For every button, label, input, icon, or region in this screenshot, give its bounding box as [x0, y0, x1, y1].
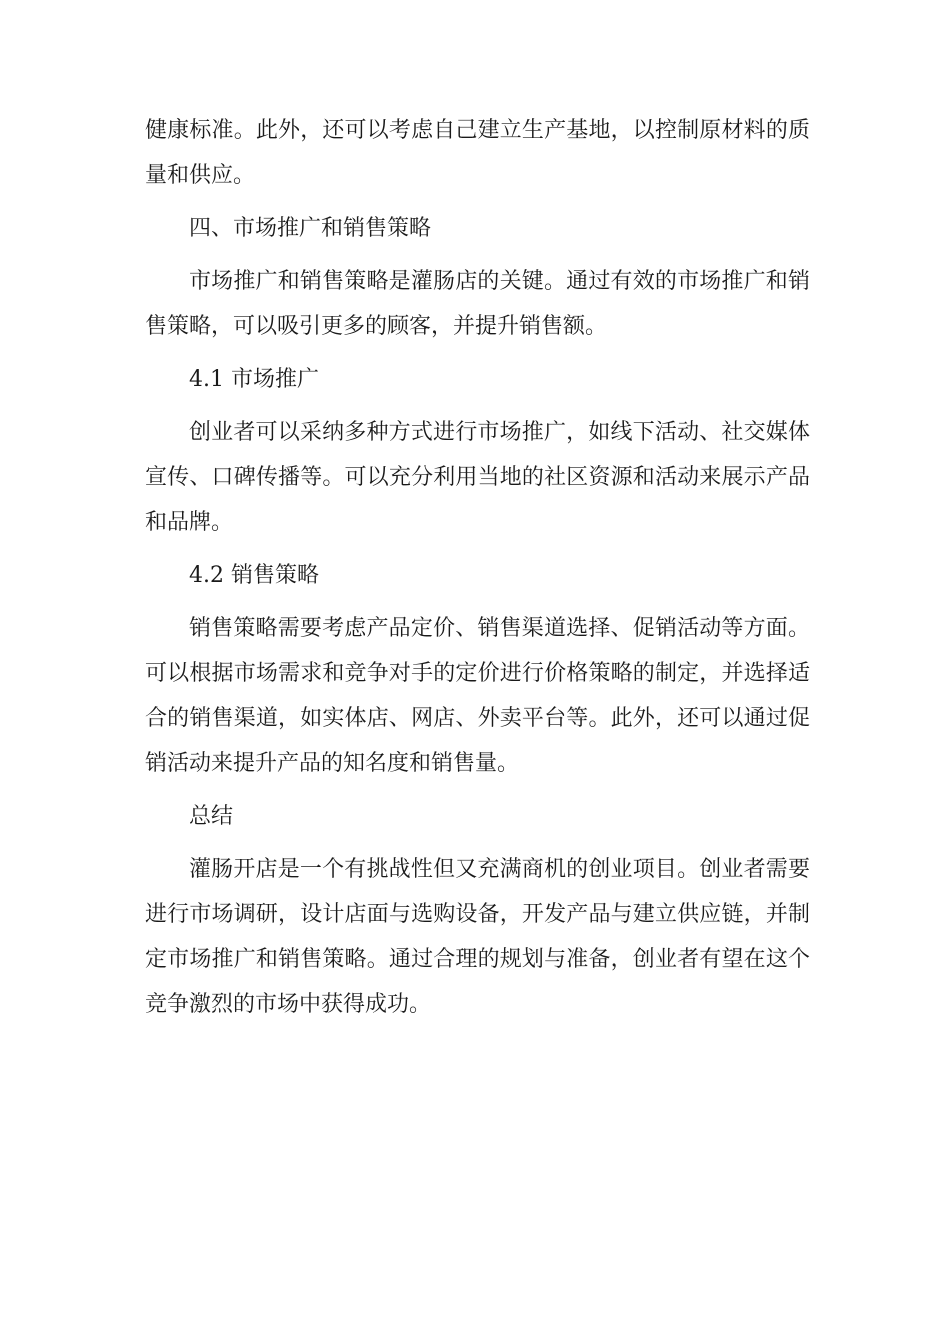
paragraph-marketing-intro: 市场推广和销售策略是灌肠店的关键。通过有效的市场推广和销售策略，可以吸引更多的顾客，并提升销售额。	[145, 269, 810, 339]
section-heading-marketing-sales: 四、市场推广和销售策略	[189, 216, 432, 241]
section-heading-summary: 总结	[189, 804, 234, 829]
document-body	[145, 108, 810, 1035]
paragraph-summary: 灌肠开店是一个有挑战性但又充满商机的创业项目。创业者需要进行市场调研，设计店面与选购设备，开发产品与建立供应链，并制定市场推广和销售策略。通过合理的规划与准备，创业者有望在这个竞争激烈的市场中获得成功。	[145, 857, 810, 1017]
subsection-heading-marketing: 4.1 市场推广	[189, 367, 319, 392]
paragraph-continuation: 健康标准。此外，还可以考虑自己建立生产基地，以控制原材料的质量和供应。	[145, 118, 810, 188]
subsection-heading-sales-strategy: 4.2 销售策略	[189, 563, 319, 588]
paragraph-marketing: 创业者可以采纳多种方式进行市场推广，如线下活动、社交媒体宣传、口碑传播等。可以充分利用当地的社区资源和活动来展示产品和品牌。	[145, 420, 810, 535]
paragraph-sales-strategy: 销售策略需要考虑产品定价、销售渠道选择、促销活动等方面。可以根据市场需求和竞争对手的定价进行价格策略的制定，并选择适合的销售渠道，如实体店、网店、外卖平台等。此外，还可以通过促销活动来提升产品的知名度和销售量。	[145, 616, 810, 776]
